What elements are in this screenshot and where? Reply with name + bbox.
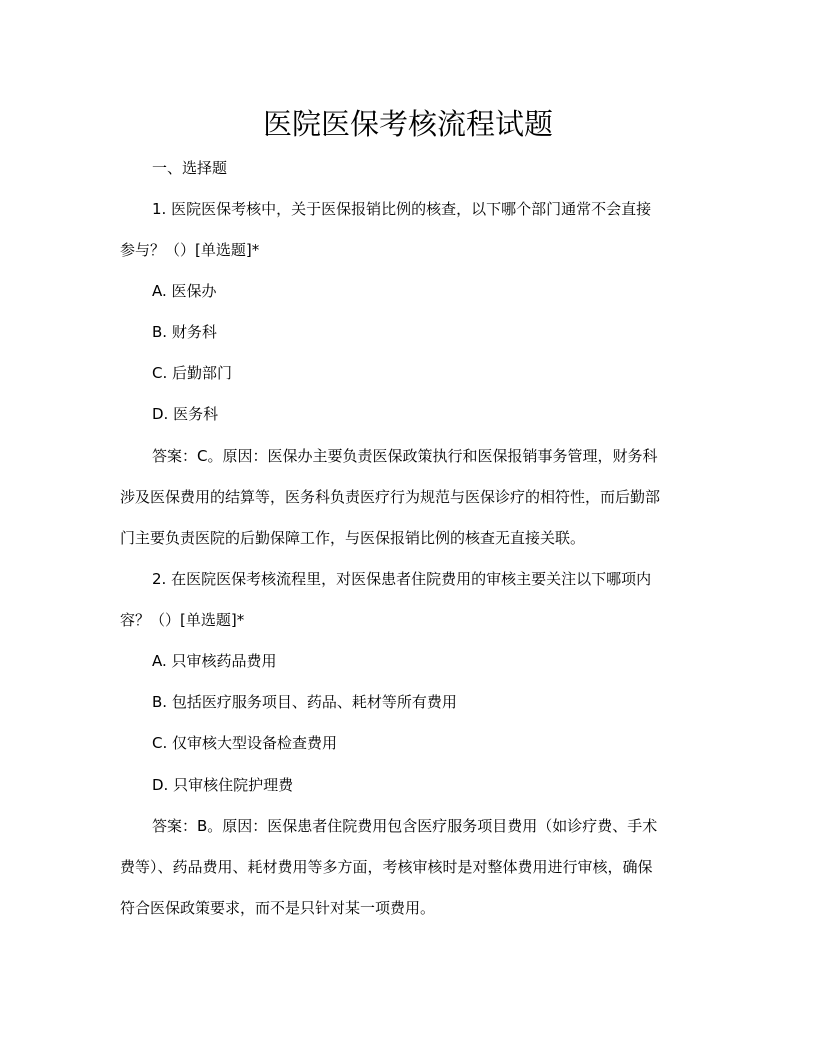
question-1-answer-line-2: 涉及医保费用的结算等，医务科负责医疗行为规范与医保诊疗的相符性，而后勤部 xyxy=(120,488,661,506)
question-1-stem-line-1: 1. 医院医保考核中，关于医保报销比例的核查，以下哪个部门通常不会直接 xyxy=(152,200,652,218)
question-1-answer-line-3: 门主要负责医院的后勤保障工作，与医保报销比例的核查无直接关联。 xyxy=(120,529,586,547)
question-1-option-a: A. 医保办 xyxy=(152,282,217,300)
question-2-option-a: A. 只审核药品费用 xyxy=(152,652,277,670)
question-1-option-c: C. 后勤部门 xyxy=(152,364,233,382)
page-title: 医院医保考核流程试题 xyxy=(262,107,553,141)
question-2-answer-line-3: 符合医保政策要求，而不是只针对某一项费用。 xyxy=(120,899,436,917)
question-2-answer-line-1: 答案：B。原因：医保患者住院费用包含医疗服务项目费用（如诊疗费、手术 xyxy=(152,817,658,835)
question-1-option-b: B. 财务科 xyxy=(152,323,217,341)
question-2-stem-line-2: 容？（）[单选题]* xyxy=(120,611,245,629)
question-2-answer-line-2: 费等）、药品费用、耗材费用等多方面，考核审核时是对整体费用进行审核，确保 xyxy=(120,858,653,876)
question-2-stem-line-1: 2. 在医院医保考核流程里，对医保患者住院费用的审核主要关注以下哪项内 xyxy=(152,570,652,588)
question-1-stem-line-2: 参与？（）[单选题]* xyxy=(120,241,260,259)
section-heading: 一、选择题 xyxy=(152,159,228,177)
question-2-option-c: C. 仅审核大型设备检查费用 xyxy=(152,734,338,752)
question-1-answer-line-1: 答案：C。原因：医保办主要负责医保政策执行和医保报销事务管理，财务科 xyxy=(152,447,658,465)
question-2-option-d: D. 只审核住院护理费 xyxy=(152,776,294,794)
question-2-option-b: B. 包括医疗服务项目、药品、耗材等所有费用 xyxy=(152,693,457,711)
question-1-option-d: D. 医务科 xyxy=(152,405,219,423)
